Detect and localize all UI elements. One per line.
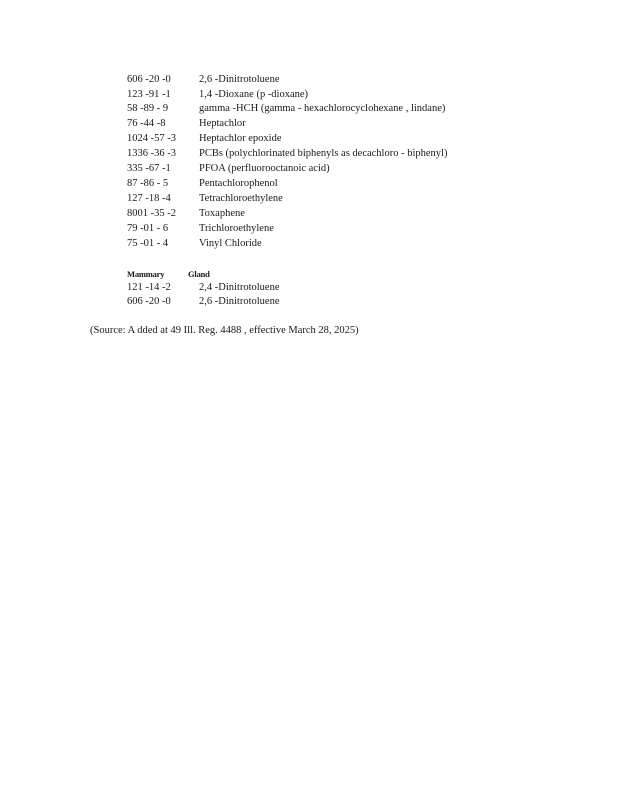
chemical-name: Heptachlor <box>199 118 246 129</box>
chemical-name: Tetrachloroethylene <box>199 193 283 204</box>
cas-number: 121 -14 -2 <box>127 282 171 293</box>
cas-number: 335 -67 -1 <box>127 163 171 174</box>
cas-number: 75 -01 - 4 <box>127 238 169 249</box>
chemical-name: Pentachlorophenol <box>199 178 278 189</box>
chemical-name: PCBs (polychlorinated biphenyls as decachloro - biphenyl) <box>199 148 448 159</box>
chemical-name: Vinyl Chloride <box>199 238 262 249</box>
cas-number: 1024 -57 -3 <box>127 133 176 144</box>
section-heading-word: Mammary <box>127 269 165 279</box>
cas-number: 87 -86 - 5 <box>127 178 169 189</box>
cas-number: 76 -44 -8 <box>127 118 166 129</box>
chemical-name: 1,4 -Dioxane (p -dioxane) <box>199 89 309 100</box>
cas-number: 58 -89 - 9 <box>127 103 169 114</box>
chemical-name: gamma -HCH (gamma - hexachlorocyclohexane , lindane) <box>199 103 446 114</box>
chemical-name: Heptachlor epoxide <box>199 133 282 144</box>
chemical-name: 2,6 -Dinitrotoluene <box>199 296 280 307</box>
source-note: (Source: A dded at 49 Ill. Reg. 4488 , effective March 28, 2025) <box>90 325 359 336</box>
chemical-name: PFOA (perfluorooctanoic acid) <box>199 163 330 174</box>
cas-number: 1336 -36 -3 <box>127 148 176 159</box>
chemical-name: Toxaphene <box>199 208 245 219</box>
cas-number: 606 -20 -0 <box>127 74 171 85</box>
cas-number: 606 -20 -0 <box>127 296 171 307</box>
section-heading-word: Gland <box>188 269 210 279</box>
section-heading <box>127 268 210 280</box>
cas-number: 123 -91 -1 <box>127 89 171 100</box>
cas-number: 8001 -35 -2 <box>127 208 176 219</box>
cas-number: 79 -01 - 6 <box>127 223 169 234</box>
chemical-name: 2,4 -Dinitrotoluene <box>199 282 280 293</box>
chemical-name: 2,6 -Dinitrotoluene <box>199 74 280 85</box>
chemical-name: Trichloroethylene <box>199 223 274 234</box>
cas-number: 127 -18 -4 <box>127 193 171 204</box>
